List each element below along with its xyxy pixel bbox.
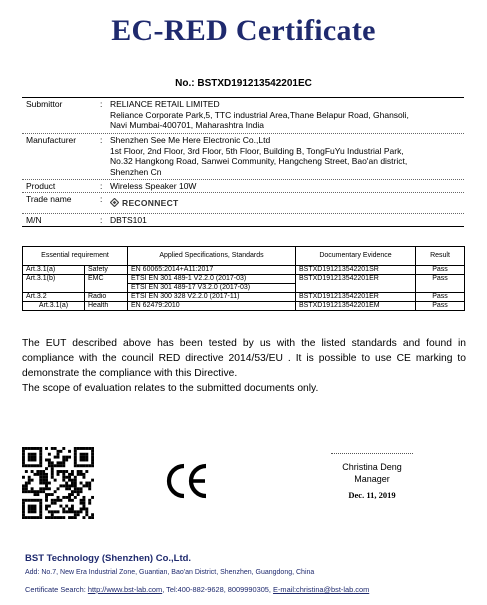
result-cell: Pass: [416, 275, 465, 293]
standard-cell: EN 62479:2010: [128, 302, 296, 311]
evidence-cell: BSTXD191213542201ER: [296, 275, 416, 293]
product-row: [22, 179, 464, 192]
certificate-title: EC-RED Certificate: [111, 14, 376, 47]
footer-contact: [25, 585, 480, 594]
submittor-label: Submittor: [26, 99, 63, 109]
submittor-name: RELIANCE RETAIL LIMITED: [110, 99, 220, 109]
certificate-number: No.: BSTXD191213542201EC: [175, 78, 312, 89]
result-cell: Pass: [416, 302, 465, 311]
product-label: Product: [26, 181, 56, 191]
table-row: [23, 266, 465, 275]
header-essential-requirement: Essential requirement: [23, 247, 128, 266]
table-row: [23, 275, 465, 284]
requirement-cell: Radio: [85, 293, 128, 302]
header-documentary-evidence: Documentary Evidence: [296, 247, 416, 266]
reconnect-logo-icon: [110, 198, 119, 207]
manufacturer-address-line1: 1st Floor, 2nd Floor, 3rd Floor, 5th Floor, Building B, TongFuYu Industrial Park,: [110, 145, 404, 156]
signatory-block: [310, 461, 434, 485]
company-address: Add: No.7, New Era Industrial Zone, Guantian, Bao'an District, Shenzhen, Guangdong, China: [25, 569, 315, 576]
header-applied-specifications: Applied Specifications, Standards: [128, 247, 296, 266]
telephone: , Tel:400-882-9628, 8009990305,: [162, 585, 274, 594]
certificate-search-label: Certificate Search:: [25, 585, 88, 594]
colon: :: [100, 99, 103, 109]
requirement-cell: Health: [85, 302, 128, 311]
model-row: [22, 213, 464, 226]
trade-name-logo: [110, 197, 462, 208]
issue-date: Dec. 11, 2019: [348, 490, 396, 500]
model-value: DBTS101: [110, 215, 147, 225]
article-cell: Art.3.1(a): [23, 302, 85, 311]
company-name: BST Technology (Shenzhen) Co.,Ltd.: [25, 553, 192, 564]
signatory-name: Christina Deng: [342, 462, 402, 472]
manufacturer-label: Manufacturer: [26, 135, 77, 145]
trade-name-row: [22, 192, 464, 213]
standards-table: [22, 246, 465, 311]
model-label: M/N: [26, 215, 42, 225]
qr-code-icon[interactable]: [22, 447, 94, 519]
email-link[interactable]: E-mail:christina@bst-lab.com: [273, 585, 370, 594]
compliance-statement: [22, 336, 466, 396]
table-row: [23, 302, 465, 311]
submittor-address-line2: Navi Mumbai-400701, Maharashtra India: [110, 120, 265, 130]
colon: :: [100, 135, 103, 145]
signature-line: [331, 453, 413, 454]
trade-name-label: Trade name: [26, 194, 72, 204]
table-row: [23, 293, 465, 302]
manufacturer-name: Shenzhen See Me Here Electronic Co.,Ltd: [110, 135, 271, 145]
website-link[interactable]: http://www.bst-lab.com: [87, 585, 163, 594]
article-cell: Art.3.1(a): [23, 266, 85, 275]
manufacturer-address-line3: Shenzhen Cn: [110, 166, 162, 177]
signatory-title: Manager: [354, 474, 390, 484]
product-value: Wireless Speaker 10W: [110, 181, 197, 191]
evidence-cell: BSTXD191213542201SR: [296, 266, 416, 275]
standard-cell: ETSI EN 301 489-1 V2.2.0 (2017-03): [128, 275, 296, 284]
manufacturer-row: [22, 133, 464, 179]
submittor-address-line1: Reliance Corporate Park,5, TTC industrial Area,Thane Belapur Road, Ghansoli,: [110, 109, 409, 120]
colon: :: [100, 181, 103, 191]
evidence-cell: BSTXD191213542201EM: [296, 302, 416, 311]
evidence-cell: BSTXD191213542201ER: [296, 293, 416, 302]
article-cell: Art.3.1(b): [23, 275, 85, 293]
standard-cell: EN 60065:2014+A11:2017: [128, 266, 296, 275]
info-section: [22, 97, 464, 227]
requirement-cell: EMC: [85, 275, 128, 293]
manufacturer-address-line2: No.32 Hangkong Road, Sanwei Community, Hangcheng Street, Bao'an district,: [110, 156, 408, 166]
standard-cell: ETSI EN 300 328 V2.2.0 (2017-11): [128, 293, 296, 302]
statement-paragraph: The EUT described above has been tested by us with the listed standards and found in compliance with the council RED directive 2014/53/EU . It is possible to use CE marking to demonstrate the compliance with this Directive.: [22, 338, 466, 379]
requirement-cell: Safety: [85, 266, 128, 275]
submittor-row: [22, 98, 464, 132]
standard-cell: ETSI EN 301 489-17 V3.2.0 (2017-03): [128, 284, 296, 293]
header-result: Result: [416, 247, 465, 266]
article-cell: Art.3.2: [23, 293, 85, 302]
result-cell: Pass: [416, 293, 465, 302]
reconnect-logo-text: RECONNECT: [122, 197, 179, 208]
table-header-row: [23, 247, 465, 266]
ce-mark-icon: [165, 462, 209, 500]
colon: :: [100, 194, 103, 204]
result-cell: Pass: [416, 266, 465, 275]
colon: :: [100, 215, 103, 225]
scope-paragraph: The scope of evaluation relates to the submitted documents only.: [22, 383, 319, 394]
